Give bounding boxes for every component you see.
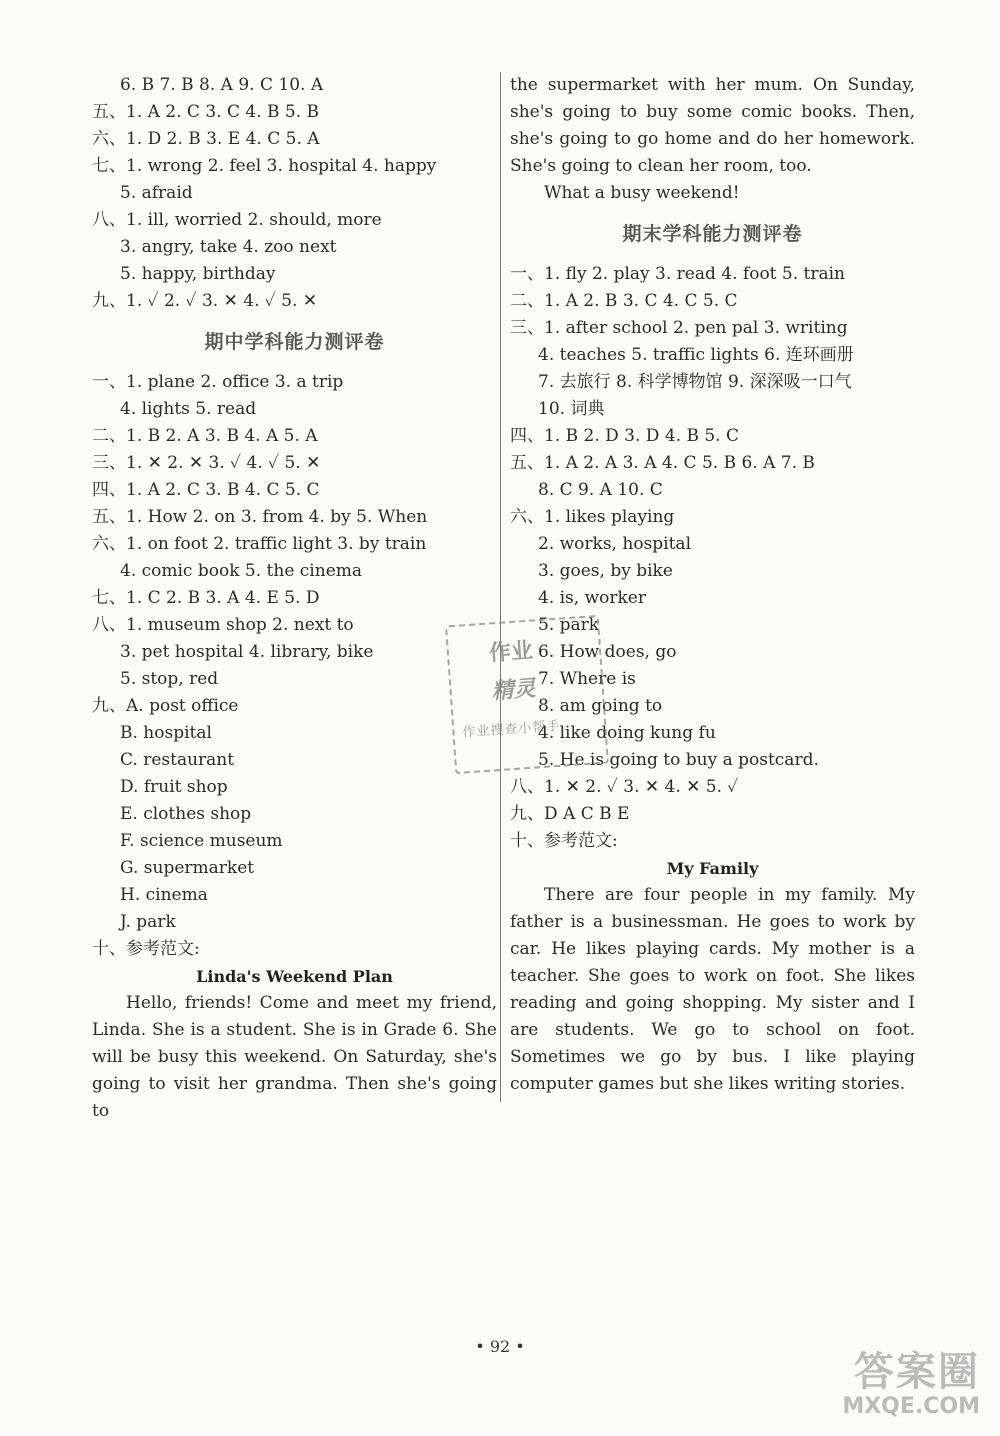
answer-line: C. restaurant	[120, 750, 235, 770]
answer-line: 5. happy, birthday	[120, 264, 276, 284]
answer-line: F. science museum	[120, 831, 283, 851]
answer-line: 五、1. A 2. A 3. A 4. C 5. B 6. A 7. B	[510, 453, 815, 473]
answer-line: 7. 去旅行 8. 科学博物馆 9. 深深吸一口气	[538, 372, 852, 392]
answer-line: 4. is, worker	[538, 588, 646, 608]
answer-line: 八、1. ✕ 2. ✓ 3. ✕ 4. ✕ 5. ✓	[510, 777, 739, 797]
answer-line: 八、1. ill, worried 2. should, more	[92, 210, 382, 230]
answer-line: 六、1. D 2. B 3. E 4. C 5. A	[92, 129, 320, 149]
answer-line: E. clothes shop	[120, 804, 252, 824]
answer-line: 4. like doing kung fu	[538, 723, 716, 743]
answer-line: 5. stop, red	[120, 669, 219, 689]
stamp-line-2: 精灵	[490, 676, 537, 705]
column-divider	[500, 72, 501, 1102]
left-top-answers	[92, 72, 497, 315]
stamp-line-3: 作业搜查小帮手	[462, 718, 561, 741]
watermark-url: MXQE.COM	[842, 1394, 980, 1419]
answer-line: 六、1. on foot 2. traffic light 3. by train	[92, 534, 427, 554]
essay-title-linda: Linda's Weekend Plan	[196, 967, 393, 986]
left-column	[92, 72, 497, 1125]
answer-line: 7. Where is	[538, 669, 636, 689]
answer-line: 4. teaches 5. traffic lights 6. 连环画册	[538, 345, 854, 365]
answer-line: 六、1. likes playing	[510, 507, 675, 527]
answer-line: 8. am going to	[538, 696, 663, 716]
answer-line: B. hospital	[120, 723, 212, 743]
answer-line: 九、A. post office	[92, 696, 239, 716]
answer-line: G. supermarket	[120, 858, 255, 878]
answer-line: 一、1. plane 2. office 3. a trip	[92, 372, 344, 392]
stamp-line-1: 作业	[488, 638, 534, 667]
answer-line: 三、1. after school 2. pen pal 3. writing	[510, 318, 848, 338]
essay-paragraph: Hello, friends! Come and meet my friend, Linda. She is a student. She is in Grade 6. She will be busy this weekend. On Saturday, she's going to visit her grandma. Then she's going to	[92, 993, 497, 1121]
answer-line: H. cinema	[120, 885, 208, 905]
answer-line: 4. lights 5. read	[120, 399, 257, 419]
watermark-stamp	[445, 615, 609, 774]
essay-title-family: My Family	[666, 859, 759, 878]
answer-line: 四、1. A 2. C 3. B 4. C 5. C	[92, 480, 320, 500]
answer-line: 8. C 9. A 10. C	[538, 480, 663, 500]
final-heading: 期末学科能力测评卷	[622, 223, 803, 245]
answer-line: 七、1. C 2. B 3. A 4. E 5. D	[92, 588, 320, 608]
answer-line: 五、1. How 2. on 3. from 4. by 5. When	[92, 507, 428, 527]
midterm-answers	[92, 369, 497, 963]
answer-line: 4. comic book 5. the cinema	[120, 561, 363, 581]
essay-closing-line: What a busy weekend!	[544, 183, 740, 203]
answer-line: 十、参考范文:	[510, 831, 618, 851]
answer-line: 二、1. A 2. B 3. C 4. C 5. C	[510, 291, 738, 311]
answer-line: 九、D A C B E	[510, 804, 630, 824]
answer-line: 七、1. wrong 2. feel 3. hospital 4. happy	[92, 156, 437, 176]
answer-line: 八、1. museum shop 2. next to	[92, 615, 354, 635]
answer-line: 5. afraid	[120, 183, 193, 203]
essay-paragraph: There are four people in my family. My father is a businessman. He goes to work by car. He likes playing cards. My mother is a teacher. She goes to work on foot. She likes reading and going shopping. My sister and I are students. We go to school on foot. Sometimes we go by bus. I like playing computer games but she likes writing stories.	[510, 885, 915, 1094]
right-column	[510, 72, 915, 1098]
answer-line: 10. 词典	[538, 399, 605, 419]
answer-line: J. park	[120, 912, 176, 932]
essay-text-linda	[92, 990, 497, 1125]
answer-line: 2. works, hospital	[538, 534, 691, 554]
answer-line: 6. B 7. B 8. A 9. C 10. A	[120, 75, 324, 95]
site-watermark	[790, 1340, 990, 1430]
essay-continuation-text: the supermarket with her mum. On Sunday, she's going to buy some comic books. Then, she's going to go home and do her homework. She's going to clean her room, too.	[510, 75, 915, 176]
answer-line: 二、1. B 2. A 3. B 4. A 5. A	[92, 426, 318, 446]
answer-line: 3. pet hospital 4. library, bike	[120, 642, 374, 662]
answer-line: 3. goes, by bike	[538, 561, 673, 581]
answer-line: 三、1. ✕ 2. ✕ 3. ✓ 4. ✓ 5. ✕	[92, 453, 321, 473]
watermark-logo-text: 答案圈	[854, 1349, 980, 1395]
answer-line: 一、1. fly 2. play 3. read 4. foot 5. train	[510, 264, 846, 284]
answer-line: 五、1. A 2. C 3. C 4. B 5. B	[92, 102, 320, 122]
answer-line: 九、1. ✓ 2. ✓ 3. ✕ 4. ✓ 5. ✕	[92, 291, 318, 311]
essay-continuation	[510, 72, 915, 207]
answer-line: D. fruit shop	[120, 777, 228, 797]
page-number: • 92 •	[475, 1337, 525, 1356]
answer-line: 6. How does, go	[538, 642, 677, 662]
answer-line: 四、1. B 2. D 3. D 4. B 5. C	[510, 426, 739, 446]
answer-line: 十、参考范文:	[92, 939, 200, 959]
midterm-heading: 期中学科能力测评卷	[204, 331, 385, 353]
answer-line: 5. park	[538, 615, 600, 635]
answer-line: 5. He is going to buy a postcard.	[538, 750, 819, 770]
essay-text-family	[510, 882, 915, 1098]
answer-line: 3. angry, take 4. zoo next	[120, 237, 337, 257]
